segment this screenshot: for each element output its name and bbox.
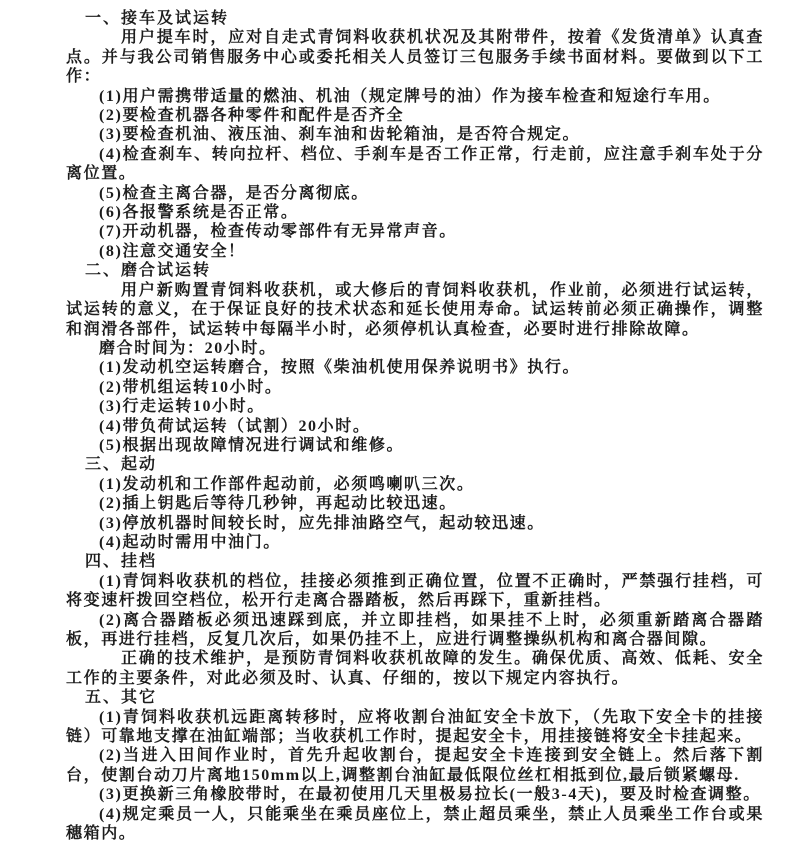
list-item: (7)开动机器，检查传动零部件有无异常声音。 bbox=[99, 223, 457, 241]
section-others bbox=[66, 688, 764, 843]
section-receiving-and-test-run bbox=[66, 9, 764, 261]
list-item: (4)起动时需用中油门。 bbox=[99, 533, 281, 551]
list-item: (3)更换新三角橡胶带时，在最初使用几天里极易拉长(一般3-4天)，要及时检查调整。 bbox=[99, 786, 761, 804]
section-heading: 五、其它 bbox=[85, 689, 158, 707]
section-heading: 二、磨合试运转 bbox=[85, 262, 212, 280]
list-item: (4)带负荷试运转（试割）20小时。 bbox=[99, 417, 371, 435]
list-item: 磨合时间为：20小时。 bbox=[99, 339, 277, 357]
list-item: (6)各报警系统是否正常。 bbox=[99, 204, 299, 222]
list-item: (1)用户需携带适量的燃油、机油（规定牌号的油）作为接车检查和短途行车用。 bbox=[99, 87, 721, 105]
section-break-in-test-run bbox=[66, 261, 764, 455]
list-item: (3)行走运转10小时。 bbox=[99, 398, 265, 416]
list-item: (2)要检查机器各种零件和配件是否齐全 bbox=[99, 107, 405, 125]
list-item: (8)注意交通安全！ bbox=[99, 242, 246, 260]
list-item: (5)检查主离合器，是否分离彻底。 bbox=[99, 184, 369, 202]
list-item: (2)离合器踏板必须迅速踩到底，并立即挂档，如果挂不上时，必须重新踏离合器踏板，再进行挂档，反复几次后，如果仍挂不上，应进行调整操纵机构和离合器间隙。 bbox=[66, 611, 764, 648]
paragraph: 用户新购置青饲料收获机，或大修后的青饲料收获机，作业前，必须进行试运转，试运转的意义，在于保证良好的技术状态和延长使用寿命。试运转前必须正确操作，调整和润滑各部件，试运转中每隔半小时，必须停机认真检查，必要时进行排除故障。 bbox=[66, 281, 764, 338]
list-item: (4)规定乘员一人，只能乘坐在乘员座位上，禁止超员乘坐，禁止人员乘坐工作台或果穗箱内。 bbox=[66, 805, 764, 843]
paragraph: 用户提车时，应对自走式青饲料收获机状况及其附带件，按着《发货清单》认真查点。并与我公司销售服务中心或委托相关人员签订三包服务手续书面材料。要做到以下工作： bbox=[66, 29, 764, 86]
list-item: (3)停放机器时间较长时，应先排油路空气，起动较迅速。 bbox=[99, 514, 545, 532]
list-item: (1)发动机空运转磨合，按照《柴油机使用保养说明书》执行。 bbox=[99, 359, 581, 377]
section-heading: 四、挂档 bbox=[85, 553, 158, 571]
list-item: (5)根据出现故障情况进行调试和维修。 bbox=[99, 436, 405, 454]
list-item: (2)带机组运转10小时。 bbox=[99, 378, 283, 396]
list-item: (2)当进入田间作业时，首先升起收割台，提起安全卡连接到安全链上。然后落下割台，使割台动刀片离地150mm以上,调整割台油缸最低限位丝杠相抵到位,最后锁紧螺母. bbox=[66, 747, 764, 784]
list-item: (4)检查刹车、转向拉杆、档位、手刹车是否工作正常，行走前，应注意手刹车处于分离位置。 bbox=[66, 145, 764, 183]
list-item: (2)插上钥匙后等待几秒钟，再起动比较迅速。 bbox=[99, 495, 457, 513]
list-item: (1)青饲料收获机的档位，挂接必须推到正确位置，位置不正确时，严禁强行挂档，可将变速杆拨回空档位，松开行走离合器踏板，然后再踩下，重新挂档。 bbox=[66, 572, 764, 610]
section-starting bbox=[66, 455, 764, 552]
section-heading: 一、接车及试运转 bbox=[85, 10, 230, 27]
section-heading: 三、起动 bbox=[85, 456, 158, 474]
paragraph: 正确的技术维护，是预防青饲料收获机故障的发生。确保优质、高效、低耗、安全工作的主要条件，对此必须及时、认真、仔细的，按以下规定内容执行。 bbox=[66, 650, 764, 687]
list-item: (1)青饲料收获机远距离转移时，应将收割台油缸安全卡放下，（先取下安全卡的挂接链）可靠地支撑在油缸端部；当收获机工作时，提起安全卡，用挂接链将安全卡挂起来。 bbox=[66, 708, 764, 746]
list-item: (3)要检查机油、液压油、刹车油和齿轮箱油，是否符合规定。 bbox=[99, 126, 581, 144]
list-item: (1)发动机和工作部件起动前，必须鸣喇叭三次。 bbox=[99, 475, 475, 493]
section-gear-shifting bbox=[66, 552, 764, 688]
